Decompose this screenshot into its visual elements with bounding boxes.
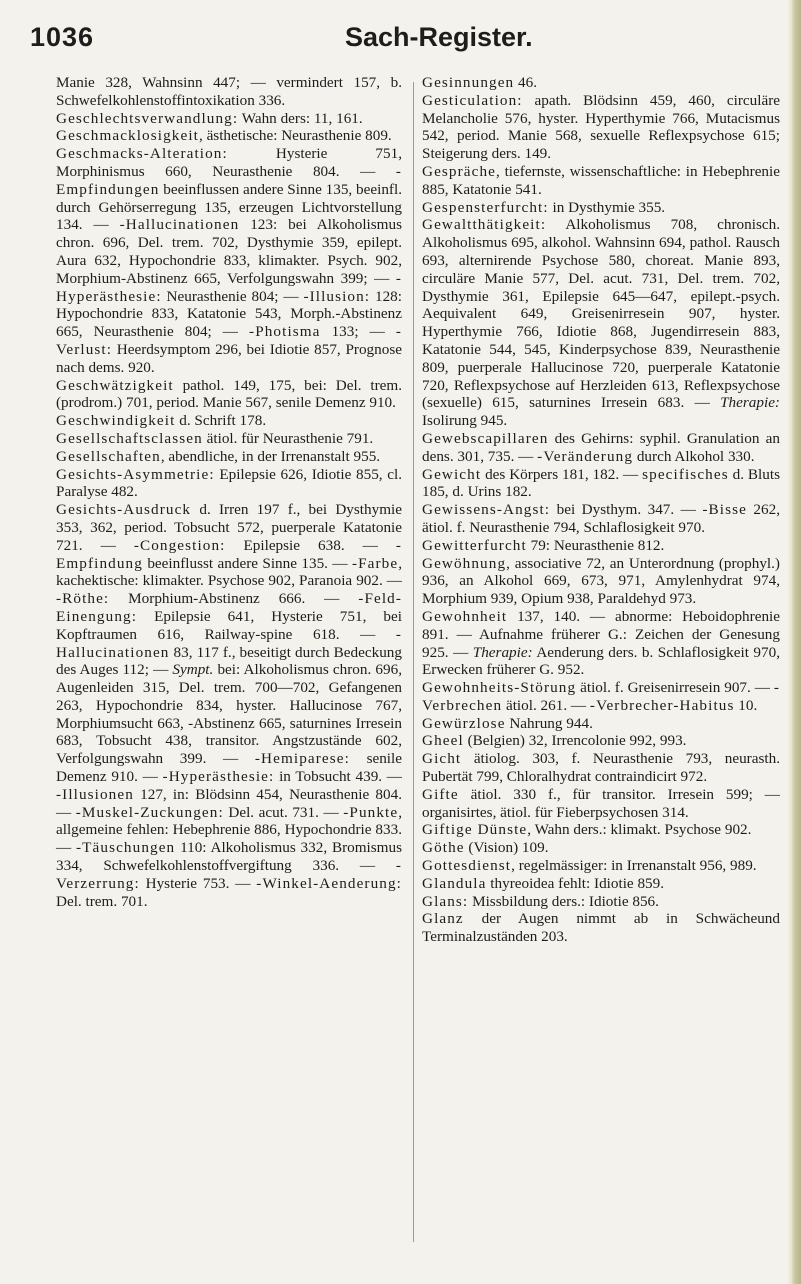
entry-keyword: Gespensterfurcht:: [422, 198, 549, 216]
entry-keyword: Glandula: [422, 874, 487, 892]
index-entry: [422, 839, 780, 857]
entry-keyword: Gifte: [422, 785, 459, 803]
entry-text: Epilepsie 626, Idiotie 855, cl. Paralyse 482.: [56, 465, 402, 501]
entry-keyword: Gesellschaftsclassen: [56, 429, 203, 447]
entry-keyword: -Hallucinationen: [119, 216, 240, 234]
entry-keyword: Gewohnheits-Störung: [422, 679, 577, 697]
index-entry: [422, 163, 780, 199]
entry-keyword: -Muskel-Zuckungen:: [75, 803, 224, 821]
entry-text: der Augen nimmt ab in Schwächeund Terminalzuständen 203.: [422, 910, 780, 946]
entry-text: 127, in: Blödsinn 454, Neurasthenie 804. —: [56, 785, 402, 821]
entry-keyword: Gesellschaften: [56, 447, 161, 465]
entry-keyword: -Veränderung: [537, 447, 634, 465]
entry-keyword: Gewürzlose: [422, 714, 506, 732]
entry-text: Alkoholismus 708, chronisch. Alkoholismus 695, alkohol. Wahnsinn 694, pathol. Rausch 693, alternirende Psychose 580, choreat. Manie 893, circuläre Manie 577, Del. acut. 731, Del. trem. 702, Dysthymie 361, Epilepsie 645—647, epilept.-psych. Aequivalent 649, Greisenirresein 907, hyster. Hyperthymie 766, Idiotie 868, Jugendirresein 883, Katatonie 544, 545, Kinderpsychose 839, Neurasthenie 809, puerperale Hallucinose 720, puerperale Katatonie 720, Reflexpsychose auf Herzleiden 613, Reflexpsychose (sexuelle) 615, saturnines Irresein 683. —: [422, 216, 780, 412]
entry-text: beeinflusst andere Sinne 135. —: [142, 554, 352, 572]
index-entry: [422, 466, 780, 502]
entry-text: , tiefernste, wissenschaftliche: in Hebephrenie 885, Katatonie 541.: [422, 162, 780, 198]
entry-keyword: -Verbrecher-Habitus: [589, 696, 735, 714]
index-entry: [422, 92, 780, 163]
entry-text: , Wahn ders.: klimakt. Psychose 902.: [527, 821, 752, 839]
entry-text: in Tobsucht 439. —: [274, 768, 402, 786]
entry-keyword: Glanz: [422, 910, 464, 928]
entry-keyword: Glans:: [422, 892, 469, 910]
entry-text: 83, 117 f., beseitigt durch Bedeckung des Auges 112; —: [56, 643, 402, 679]
entry-keyword: Geschmacklosigkeit: [56, 127, 199, 145]
entry-keyword: Gesticulation:: [422, 91, 523, 109]
left-column: [56, 74, 402, 910]
index-entry: [56, 501, 402, 910]
entry-keyword: Gesinnungen: [422, 74, 515, 91]
index-entry: [56, 466, 402, 502]
entry-text: d. Bluts 185, d. Urins 182.: [422, 465, 780, 501]
entry-text: (Belgien) 32, Irrencolonie 992, 993.: [463, 732, 687, 750]
index-entry: [422, 893, 780, 911]
entry-text: des Gehirns: syphil. Granulation an dens. 301, 735. —: [422, 429, 780, 465]
entry-text: 46.: [514, 74, 538, 91]
index-entry: [422, 501, 780, 537]
index-entry: [422, 199, 780, 217]
entry-text: in Dysthymie 355.: [548, 198, 666, 216]
entry-keyword: Giftige Dünste: [422, 821, 528, 839]
index-entry: [422, 74, 780, 92]
index-entry: [422, 875, 780, 893]
entry-keyword: Gewicht: [422, 465, 482, 483]
entry-keyword: Geschmacks-Alteration:: [56, 145, 228, 163]
index-entry: [422, 857, 780, 875]
entry-keyword: Gottesdienst: [422, 857, 512, 875]
entry-keyword: -Empfindung: [56, 536, 403, 572]
index-entry: [422, 750, 780, 786]
entry-text: (Vision) 109.: [464, 839, 549, 857]
entry-text: Isolirung 945.: [422, 412, 508, 430]
entry-keyword: Gewohnheit: [422, 607, 508, 625]
entry-keyword: -Hemiparese:: [254, 750, 350, 768]
entry-text: 128: Hypochondrie 833, Katatonie 543, Morph.-Abstinenz 665, Neurasthenie 804; —: [56, 287, 402, 341]
index-entry: [56, 110, 402, 128]
entry-keyword: -Hyperästhesie:: [162, 768, 275, 786]
entry-text: Manie 328, Wahnsinn 447; — vermindert 157, b. Schwefelkohlenstoffintoxikation 336.: [56, 74, 402, 109]
index-entry: [56, 127, 402, 145]
entry-text: ätiol. 261. —: [502, 696, 590, 714]
entry-text: Aenderung ders. b. Schlaflosigkeit 970, Erwecken früherer G. 952.: [422, 643, 780, 679]
index-entry: [422, 216, 780, 430]
entry-keyword: -Illusion:: [303, 287, 371, 305]
index-entry: [422, 910, 780, 946]
entry-text: d. Schrift 178.: [175, 412, 267, 430]
entry-text: apath. Blödsinn 459, 460, circuläre Melancholie 576, hyster. Hyperthymie 766, Mutacismus 542, period. Manie 568, sexuelle Reflexpsychose 615; Steigerung ders. 149.: [422, 91, 780, 163]
index-entry: [56, 74, 402, 110]
entry-keyword: -Empfindungen: [56, 162, 402, 198]
column-divider: [413, 82, 414, 1242]
entry-text: Missbildung ders.: Idiotie 856.: [468, 892, 659, 910]
page-header: [30, 22, 770, 62]
index-entry: [422, 715, 780, 733]
entry-text: , abendliche, in der Irrenanstalt 955.: [160, 447, 381, 465]
entry-keyword: -Hyperästhesie:: [56, 269, 402, 305]
entry-text: 110: Alkoholismus 332, Bromismus 334, Schwefelkohlenstoffvergiftung 336. —: [56, 839, 402, 875]
page-edge-shadow: [787, 0, 801, 1284]
entry-text: pathol. 149, 175, bei: Del. trem. (prodrom.) 701, period. Manie 567, senile Demenz 910.: [56, 376, 402, 412]
entry-keyword: -Punkte: [343, 803, 399, 821]
index-entry: [422, 537, 780, 555]
entry-keyword: Geschlechtsverwandlung:: [56, 109, 239, 127]
entry-italic: Therapie:: [472, 643, 533, 661]
entry-keyword: -Congestion:: [133, 536, 226, 554]
index-entry: [422, 555, 780, 608]
entry-keyword: Gesichts-Ausdruck: [56, 501, 192, 519]
entry-text: Heerdsymptom 296, bei Idiotie 857, Prognose nach dems. 920.: [56, 340, 402, 376]
entry-text: ätiolog. 303, f. Neurasthenie 793, neurasth. Pubertät 799, Chloralhydrat contraindicirt 972.: [422, 750, 780, 786]
entry-keyword: Gespräche: [422, 162, 496, 180]
entry-text: Del. acut. 731. —: [223, 803, 344, 821]
entry-text: durch Alkohol 330.: [633, 447, 755, 465]
entry-italic: Therapie:: [720, 394, 780, 412]
entry-keyword: Göthe: [422, 839, 465, 857]
entry-keyword: -Verlust:: [56, 323, 402, 358]
entry-text: , associative 72, an Unterordnung (prophyl.) 936, an Alkohol 669, 673, 971, Amylenhydrat 974, Morphium 939, Opium 938, Paraldehyd 973.: [422, 554, 780, 608]
entry-text: , kachektische: klimakter. Psychose 902, Paranoia 902. —: [56, 554, 402, 590]
right-column: [422, 74, 780, 946]
entry-keyword: -Winkel-Aenderung:: [256, 874, 402, 892]
entry-keyword: specifisches: [642, 465, 729, 483]
entry-text: bei: Alkoholismus chron. 696, Augenleiden 315, Del. trem. 700—702, Gefangenen 263, Hypochondrie 834, hyster. Hallucinose 767, Morphiumsucht 663, -Abstinenz 665, saturnines Irresein 683, Tobsucht 438, transitor. Angstzustände 602, Verfolgungswahn 399. —: [56, 661, 403, 768]
entry-text: , regelmässiger: in Irrenanstalt 956, 989.: [511, 857, 757, 875]
index-entry: [422, 679, 780, 715]
entry-italic: Sympt.: [172, 661, 214, 679]
index-entry: [422, 608, 780, 679]
entry-text: 133; —: [320, 323, 396, 341]
index-entry: [56, 448, 402, 466]
entry-text: 123: bei Alkoholismus chron. 696, Del. trem. 702, Dysthymie 359, epilept. Aura 632, Hypochondrie 833, klimakter. Psych. 902, Morphium-Abstinenz 665, Verfolgungswahn 399; —: [56, 216, 403, 287]
running-title: Sach-Register.: [345, 22, 533, 52]
entry-text: Hysterie 753. —: [139, 874, 257, 892]
entry-text: 10.: [734, 696, 758, 714]
entry-keyword: -Bisse: [702, 501, 747, 519]
page-number: 1036: [30, 22, 95, 52]
index-entry: [56, 377, 402, 413]
entry-keyword: Gesichts-Asymmetrie:: [56, 465, 215, 483]
entry-keyword: Gewebscapillaren: [422, 429, 549, 447]
entry-text: des Körpers 181, 182. —: [481, 465, 643, 483]
entry-text: ätiol. f. Greisenirresein 907. —: [576, 679, 774, 697]
entry-text: d. Irren 197 f., bei Dysthymie 353, 362, period. Tobsucht 572, puerperale Katatonie 721. —: [56, 501, 402, 554]
entry-text: beeinflussen andere Sinne 135, beeinfl. durch Gehörserregung 135, erzeugen Lichtvorstellung 134. —: [56, 180, 402, 234]
entry-text: Epilepsie 641, Hysterie 751, bei Kopftraumen 616, Railway-spine 618. —: [56, 607, 402, 643]
entry-keyword: -Illusionen: [56, 785, 134, 803]
index-entry: [422, 786, 780, 822]
entry-keyword: Gewissens-Angst:: [422, 501, 551, 519]
entry-keyword: Gheel: [422, 732, 464, 750]
entry-text: , ästhetische: Neurasthenie 809.: [198, 127, 392, 145]
index-entry: [56, 430, 402, 448]
entry-text: Hysterie 751, Morphinismus 660, Neurasthenie 804. —: [56, 145, 402, 180]
entry-text: ätiol. für Neurasthenie 791.: [202, 429, 374, 447]
entry-text: Nahrung 944.: [505, 714, 593, 732]
index-entry: [56, 412, 402, 430]
index-entry: [422, 821, 780, 839]
entry-keyword: Geschwindigkeit: [56, 412, 176, 430]
index-entry: [56, 145, 402, 376]
entry-text: 262, ätiol. f. Neurasthenie 794, Schlaflosigkeit 970.: [422, 501, 780, 536]
entry-keyword: -Verbrechen: [422, 679, 780, 714]
entry-text: Wahn ders: 11, 161.: [238, 109, 363, 127]
entry-keyword: Gicht: [422, 750, 462, 768]
entry-keyword: -Täuschungen: [76, 839, 176, 857]
entry-text: Epilepsie 638. —: [225, 536, 396, 554]
entry-keyword: -Röthe:: [56, 590, 110, 608]
entry-keyword: -Verzerrung:: [56, 857, 402, 892]
entry-text: Neurasthenie 804; —: [161, 287, 304, 305]
entry-keyword: -Hallucinationen: [56, 625, 402, 661]
entry-keyword: Gewöhnung: [422, 554, 507, 572]
entry-text: thyreoidea fehlt: Idiotie 859.: [486, 874, 665, 892]
index-entry: [422, 430, 780, 466]
entry-text: Morphium-Abstinenz 666. —: [109, 590, 359, 608]
entry-keyword: -Photisma: [249, 323, 321, 341]
entry-text: Del. trem. 701.: [56, 892, 148, 910]
entry-keyword: -Farbe: [351, 554, 399, 572]
entry-keyword: Geschwätzigkeit: [56, 376, 174, 394]
entry-keyword: Gewaltthätigkeit:: [422, 216, 547, 234]
entry-keyword: Gewitterfurcht: [422, 536, 527, 554]
entry-text: senile Demenz 910. —: [56, 750, 402, 786]
index-entry: [422, 732, 780, 750]
entry-text: ätiol. 330 f., für transitor. Irresein 599; — organisirtes, ätiol. für Fieberpsychosen 314.: [422, 785, 780, 821]
entry-text: 79: Neurasthenie 812.: [526, 536, 665, 554]
entry-text: , allgemeine fehlen: Hebephrenie 886, Hypochondrie 833. —: [56, 803, 402, 857]
entry-text: bei Dysthym. 347. —: [550, 501, 703, 519]
entry-text: 137, 140. — abnorme: Heboidophrenie 891. — Aufnahme früherer G.: Zeichen der Genesung 925. —: [422, 607, 780, 661]
entry-keyword: -Feld-Einengung:: [56, 590, 402, 625]
